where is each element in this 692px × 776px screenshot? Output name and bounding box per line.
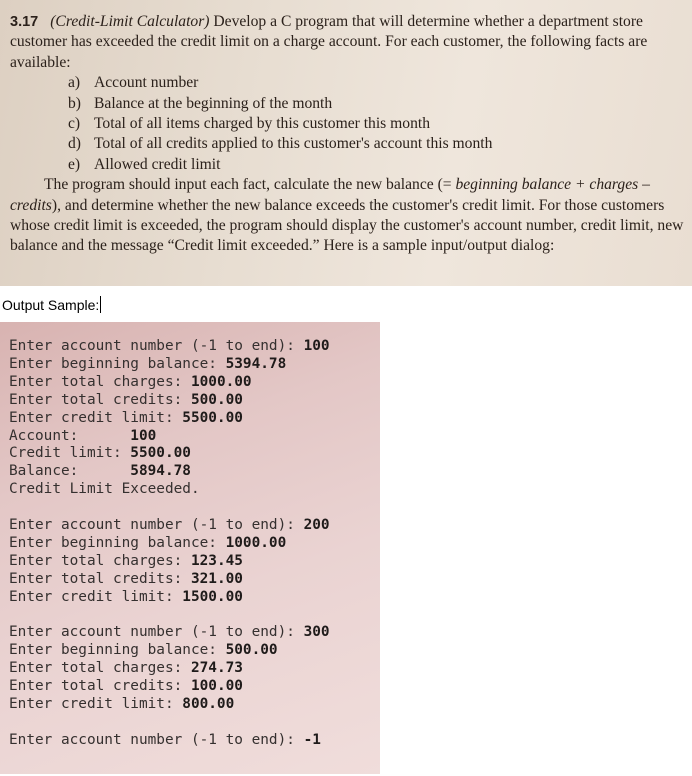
console-prompt: Enter account number (-1 to end): bbox=[9, 624, 304, 641]
console-line bbox=[9, 732, 380, 750]
console-line bbox=[9, 553, 380, 571]
list-item-text: Allowed credit limit bbox=[94, 155, 221, 173]
list-item bbox=[68, 155, 684, 175]
exercise-title: (Credit-Limit Calculator) bbox=[50, 13, 210, 30]
exercise-intro bbox=[10, 12, 684, 73]
facts-list bbox=[10, 73, 684, 175]
console-block bbox=[9, 338, 380, 499]
console-prompt: Enter credit limit: bbox=[9, 588, 183, 605]
console-prompt: Account: bbox=[9, 427, 131, 444]
console-value: 5500.00 bbox=[182, 409, 243, 426]
list-marker: a) bbox=[68, 74, 81, 92]
exercise-number: 3.17 bbox=[10, 14, 39, 30]
exercise-instructions bbox=[10, 175, 684, 257]
console-value: 800.00 bbox=[182, 696, 235, 713]
console-prompt: Enter account number (-1 to end): bbox=[9, 731, 304, 748]
list-marker: b) bbox=[68, 94, 81, 112]
console-prompt: Credit limit: bbox=[9, 445, 131, 462]
console-prompt: Enter total credits: bbox=[9, 678, 191, 695]
console-prompt: Enter beginning balance: bbox=[9, 534, 226, 551]
console-line bbox=[9, 642, 380, 660]
console-line bbox=[9, 392, 380, 410]
console-line bbox=[9, 535, 380, 553]
console-line bbox=[9, 678, 380, 696]
console-line bbox=[9, 428, 380, 446]
console-prompt: Enter total charges: bbox=[9, 660, 191, 677]
console-prompt: Enter total charges: bbox=[9, 552, 191, 569]
console-value: 1000.00 bbox=[225, 534, 287, 551]
list-item-text: Total of all items charged by this customer this month bbox=[94, 115, 430, 133]
text-cursor bbox=[100, 296, 101, 313]
list-item-text: Account number bbox=[94, 74, 199, 92]
list-marker: d) bbox=[68, 135, 81, 153]
list-marker: e) bbox=[68, 155, 81, 173]
console-line bbox=[9, 571, 380, 589]
console-value: 100 bbox=[130, 427, 157, 444]
console-block bbox=[9, 732, 380, 750]
console-line bbox=[9, 624, 380, 642]
console-value: 300 bbox=[303, 624, 330, 641]
list-item-text: Balance at the beginning of the month bbox=[94, 94, 333, 112]
console-prompt: Enter total charges: bbox=[9, 373, 191, 390]
caption-text: Output Sample: bbox=[2, 297, 100, 313]
console-value: 500.00 bbox=[225, 642, 278, 659]
list-item bbox=[68, 134, 684, 154]
console-value: 5394.78 bbox=[225, 355, 287, 372]
console-line bbox=[9, 660, 380, 678]
console-line bbox=[9, 517, 380, 535]
console-value: 5500.00 bbox=[130, 445, 191, 462]
console-value: 274.73 bbox=[190, 660, 243, 677]
console-line bbox=[9, 374, 380, 392]
console-prompt: Enter account number (-1 to end): bbox=[9, 517, 304, 534]
console-value: 100 bbox=[303, 338, 330, 354]
console-output bbox=[9, 338, 380, 750]
textbook-excerpt-photo bbox=[0, 0, 692, 286]
console-output-photo bbox=[0, 322, 380, 774]
console-value: 100.00 bbox=[190, 678, 243, 695]
console-value: 1500.00 bbox=[182, 588, 243, 605]
console-value: -1 bbox=[303, 731, 321, 748]
console-value: 200 bbox=[303, 517, 330, 534]
instructions-text-continued: ), and determine whether the new balance exceeds the customer's credit limit. For those customers whose credit limit is exceeded, the program should display the customer's account number, credit limit, new balance and the message “Credit limit exceeded.” Here is a sample input/output dialog: bbox=[10, 196, 684, 255]
console-line bbox=[9, 356, 380, 374]
balance-formula: beginning balance + charges – credits bbox=[10, 176, 650, 214]
console-line bbox=[9, 463, 380, 481]
console-line bbox=[9, 696, 380, 714]
list-item bbox=[68, 114, 684, 134]
console-prompt: Enter beginning balance: bbox=[9, 355, 226, 372]
list-item bbox=[68, 94, 684, 114]
console-prompt: Enter total credits: bbox=[9, 391, 191, 408]
list-marker: c) bbox=[68, 115, 81, 133]
console-value: 123.45 bbox=[190, 552, 243, 569]
console-value: 321.00 bbox=[190, 570, 243, 587]
console-value: 1000.00 bbox=[190, 373, 252, 390]
console-prompt: Enter beginning balance: bbox=[9, 642, 226, 659]
console-line bbox=[9, 589, 380, 607]
console-block bbox=[9, 517, 380, 607]
list-item-text: Total of all credits applied to this customer's account this month bbox=[94, 135, 493, 153]
console-line bbox=[9, 481, 380, 499]
list-item bbox=[68, 73, 684, 93]
console-line bbox=[9, 445, 380, 463]
console-value: 5894.78 bbox=[130, 463, 191, 480]
console-prompt: Credit Limit Exceeded. bbox=[9, 481, 200, 498]
console-prompt: Enter credit limit: bbox=[9, 409, 183, 426]
instructions-text: The program should input each fact, calculate the new balance (= bbox=[44, 176, 452, 194]
console-value: 500.00 bbox=[190, 391, 243, 408]
console-prompt: Enter credit limit: bbox=[9, 696, 183, 713]
console-line bbox=[9, 410, 380, 428]
console-line bbox=[9, 338, 380, 356]
exercise-intro-text: Develop a C program that will determine whether a department store customer has exceeded the credit limit on a charge account. For each customer, the following facts are available: bbox=[10, 13, 648, 71]
console-prompt: Enter total credits: bbox=[9, 570, 191, 587]
console-block bbox=[9, 624, 380, 714]
console-prompt: Enter account number (-1 to end): bbox=[9, 338, 304, 354]
console-prompt: Balance: bbox=[9, 463, 131, 480]
output-sample-caption[interactable] bbox=[2, 296, 101, 313]
